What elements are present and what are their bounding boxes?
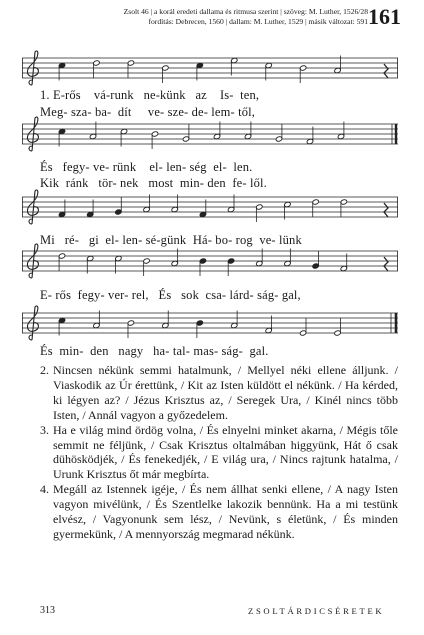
stanza-text: Ha e világ mind ördög volna, / És elnyelni minket akarna, / Mégis tőle semmit ne féljünk, / Csak Krisztus oltalmában higgyünk, Hát ő csak dühösködjék, / És fenekedjék, / E világ ura, / Nincs rajtunk hatalma, / Urunk Krisztus őt már megbírta. (53, 422, 398, 482)
header-credits (38, 7, 368, 27)
stanza-number: 3. (40, 422, 49, 437)
music-staff-1 (22, 48, 398, 88)
credits-line-2: fordítás: Debrecen, 1560 | dallam: M. Luther, 1529 | másik változat: 591 (148, 17, 368, 26)
credits-line-1: Zsolt 46 | a korál eredeti dallama és ritmusa szerint | szöveg: M. Luther, 1526/28 (123, 7, 368, 16)
stanza-text: Nincsen nékünk semmi hatalmunk, / Mellyel néki ellene álljunk. / Viaskodik az Úr érettünk, / Kit az Isten küldött el nékünk. / Ha kérded, ki légyen az? / Jézus Krisztus az, / Seregek Ura, / Kinél nincs több Isten, / Annál vagyon a győzedelem. (53, 363, 398, 422)
stanza-number: 2. (40, 363, 49, 377)
lyric-line-3: És fegy- ve- rünk el- len- ség el- len. (40, 160, 253, 174)
lyric-line-4: Kik ránk tör- nek most min- den fe- lől. (40, 176, 267, 190)
lyric-line-2: Meg- sza- ba- dít ve- sze- de- lem- től, (40, 105, 256, 119)
music-staff-5 (22, 303, 398, 343)
stanzas (40, 363, 398, 542)
stanza-text: Megáll az Istennek igéje, / És nem állhat senki ellene, / A nagy Isten vagyon mivélünk, / És Szentlelke lakozik bennünk. Ha a mi testünk elvész, / Vagyonunk sem lész, / Nevünk, s életünk, / És minden gyermekünk, / A mennyország megmarad nékünk. (53, 482, 398, 541)
stanza-2 (40, 363, 398, 423)
stanza-number: 4. (40, 482, 49, 497)
music-staff-2 (22, 114, 398, 154)
lyric-line-1: 1. E-rős vá-runk ne-künk az Is- ten, (40, 88, 260, 102)
stanza-4 (40, 482, 398, 542)
lyric-line-6: E- rős fegy- ver- rel, És sok csa- lárd- ság- gal, (40, 288, 301, 302)
lyric-line-5: Mi ré- gi el- len- sé-günk Há- bo- rog ve- lünk (40, 233, 302, 247)
stanza-3 (40, 423, 398, 483)
lyric-line-7: És min- den nagy ha- tal- mas- ság- gal. (40, 344, 269, 358)
music-staff-3 (22, 187, 398, 227)
page-number: 313 (40, 605, 55, 616)
hymn-number: 161 (368, 4, 401, 29)
book-title: ZSOLTÁRDICSÉRETEK (248, 606, 385, 616)
